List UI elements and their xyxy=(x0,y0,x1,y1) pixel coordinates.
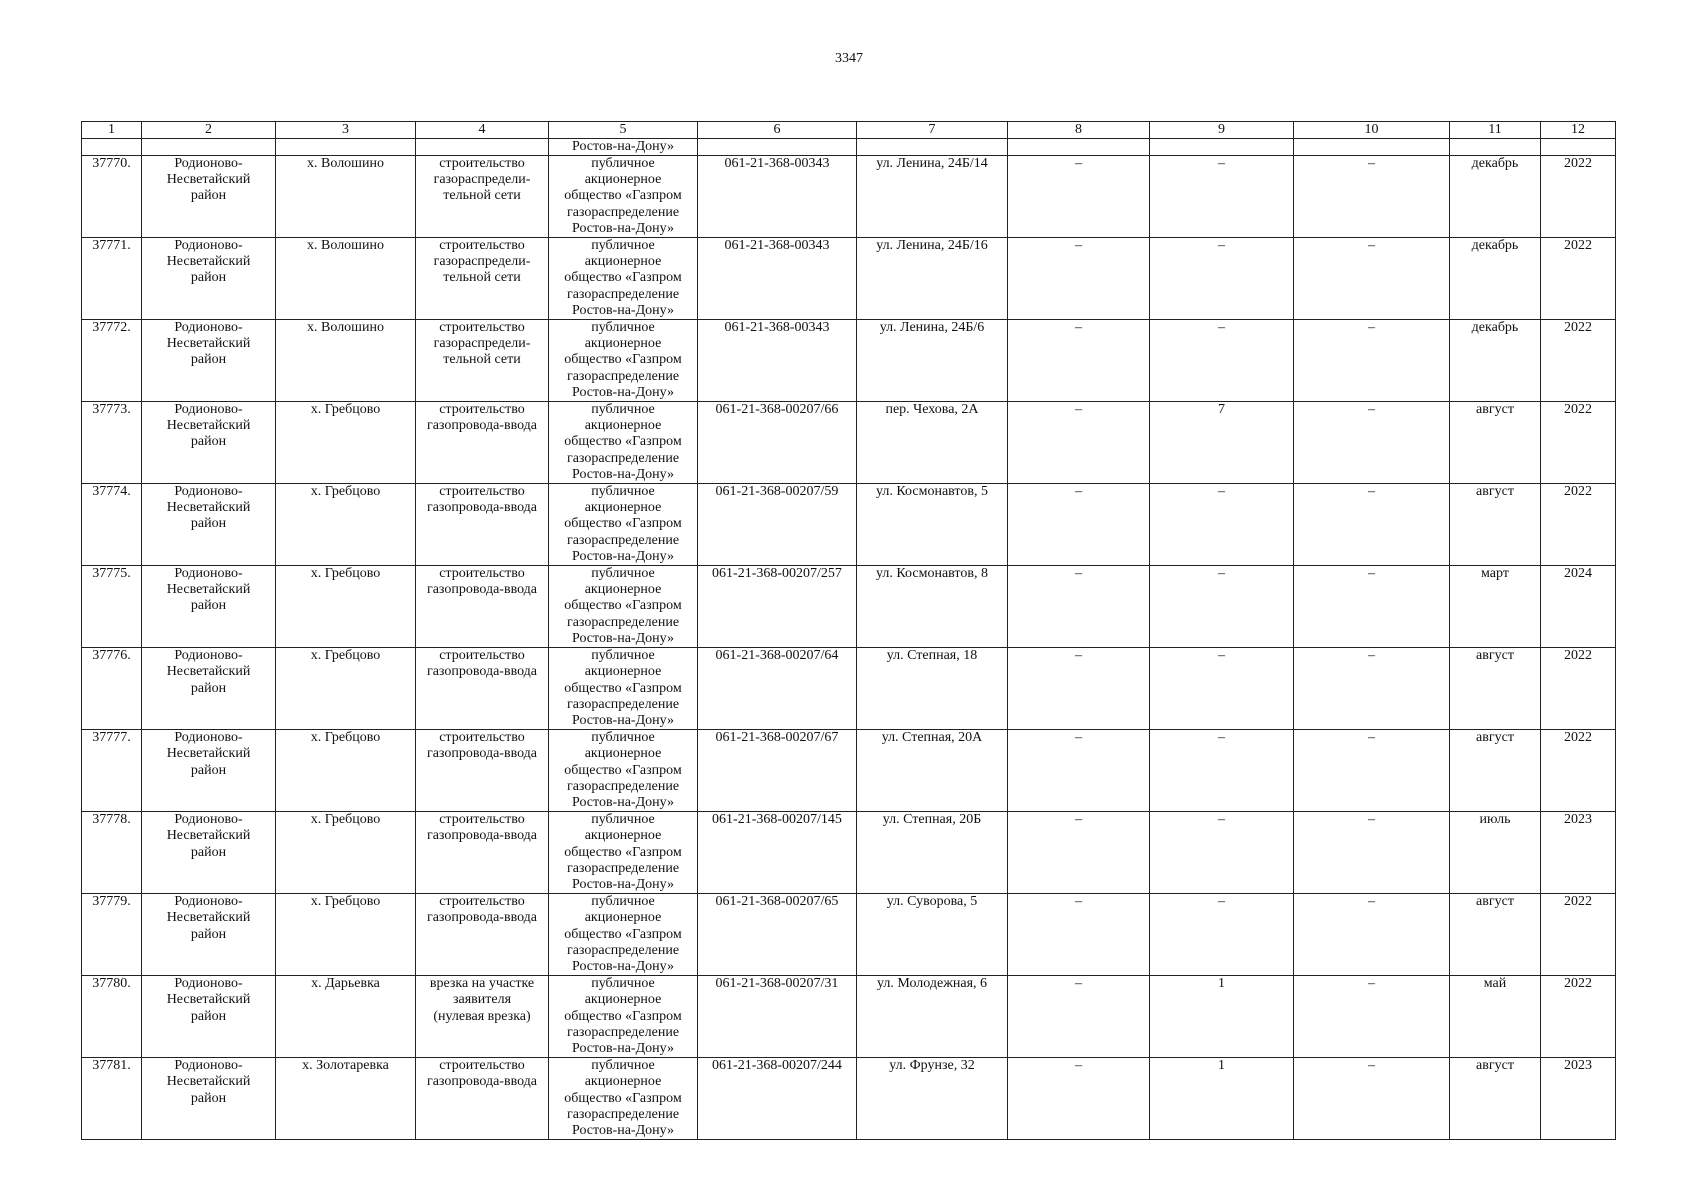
registry-code-cell: 061-21-368-00207/66 xyxy=(698,402,857,484)
table-row xyxy=(82,1058,1616,1140)
organization-cell: публичное акционерное общество «Газпром газораспределение Ростов-на-Дону» xyxy=(549,156,698,238)
col-9-value-cell: 1 xyxy=(1150,1058,1294,1140)
work-type-cell: строительство газораспредели- тельной сети xyxy=(416,156,549,238)
organization-cell: публичное акционерное общество «Газпром газораспределение Ростов-на-Дону» xyxy=(549,976,698,1058)
work-type-cell: строительство газопровода-ввода xyxy=(416,730,549,812)
table-row xyxy=(82,976,1616,1058)
table-cell xyxy=(698,139,857,156)
register-table xyxy=(81,121,1616,1140)
settlement-cell: х. Гребцово xyxy=(276,894,416,976)
organization-cell: публичное акционерное общество «Газпром газораспределение Ростов-на-Дону» xyxy=(549,730,698,812)
district-cell: Родионово- Несветайский район xyxy=(142,894,276,976)
table-row xyxy=(82,320,1616,402)
column-header: 4 xyxy=(416,122,549,139)
district-cell: Родионово- Несветайский район xyxy=(142,1058,276,1140)
registry-code-cell: 061-21-368-00207/67 xyxy=(698,730,857,812)
table-row xyxy=(82,730,1616,812)
table-header xyxy=(82,122,1616,139)
month-cell: декабрь xyxy=(1450,238,1541,320)
table-cell xyxy=(1541,139,1616,156)
address-cell: ул. Космонавтов, 8 xyxy=(857,566,1008,648)
year-cell: 2022 xyxy=(1541,320,1616,402)
col-10-value-cell: – xyxy=(1294,730,1450,812)
col-10-value-cell: – xyxy=(1294,402,1450,484)
year-cell: 2023 xyxy=(1541,812,1616,894)
month-cell: август xyxy=(1450,730,1541,812)
column-header: 3 xyxy=(276,122,416,139)
record-number-cell: 37775. xyxy=(82,566,142,648)
col-8-value-cell: – xyxy=(1008,976,1150,1058)
work-type-cell: строительство газопровода-ввода xyxy=(416,402,549,484)
work-type-cell: строительство газопровода-ввода xyxy=(416,484,549,566)
record-number-cell: 37774. xyxy=(82,484,142,566)
column-header: 6 xyxy=(698,122,857,139)
organization-cell: публичное акционерное общество «Газпром газораспределение Ростов-на-Дону» xyxy=(549,812,698,894)
settlement-cell: х. Золотаревка xyxy=(276,1058,416,1140)
page-number: 3347 xyxy=(835,51,863,66)
column-header: 10 xyxy=(1294,122,1450,139)
work-type-cell: строительство газораспредели- тельной сети xyxy=(416,320,549,402)
col-10-value-cell: – xyxy=(1294,320,1450,402)
district-cell: Родионово- Несветайский район xyxy=(142,402,276,484)
record-number-cell: 37770. xyxy=(82,156,142,238)
month-cell: май xyxy=(1450,976,1541,1058)
col-8-value-cell: – xyxy=(1008,730,1150,812)
address-cell: ул. Ленина, 24Б/16 xyxy=(857,238,1008,320)
settlement-cell: х. Волошино xyxy=(276,238,416,320)
table-row xyxy=(82,156,1616,238)
table-cell xyxy=(416,139,549,156)
year-cell: 2022 xyxy=(1541,156,1616,238)
col-10-value-cell: – xyxy=(1294,648,1450,730)
organization-cell: публичное акционерное общество «Газпром газораспределение Ростов-на-Дону» xyxy=(549,566,698,648)
year-cell: 2024 xyxy=(1541,566,1616,648)
col-8-value-cell: – xyxy=(1008,648,1150,730)
district-cell: Родионово- Несветайский район xyxy=(142,648,276,730)
month-cell: август xyxy=(1450,484,1541,566)
organization-cell: публичное акционерное общество «Газпром газораспределение Ростов-на-Дону» xyxy=(549,402,698,484)
table-row xyxy=(82,648,1616,730)
col-10-value-cell: – xyxy=(1294,1058,1450,1140)
col-8-value-cell: – xyxy=(1008,402,1150,484)
year-cell: 2022 xyxy=(1541,894,1616,976)
address-cell: ул. Суворова, 5 xyxy=(857,894,1008,976)
organization-cell: публичное акционерное общество «Газпром газораспределение Ростов-на-Дону» xyxy=(549,648,698,730)
col-10-value-cell: – xyxy=(1294,566,1450,648)
column-header: 7 xyxy=(857,122,1008,139)
column-header: 5 xyxy=(549,122,698,139)
address-cell: ул. Ленина, 24Б/14 xyxy=(857,156,1008,238)
address-cell: ул. Степная, 20А xyxy=(857,730,1008,812)
year-cell: 2023 xyxy=(1541,1058,1616,1140)
table-row xyxy=(82,812,1616,894)
settlement-cell: х. Волошино xyxy=(276,320,416,402)
district-cell: Родионово- Несветайский район xyxy=(142,730,276,812)
record-number-cell: 37777. xyxy=(82,730,142,812)
settlement-cell: х. Гребцово xyxy=(276,730,416,812)
registry-code-cell: 061-21-368-00207/145 xyxy=(698,812,857,894)
address-cell: ул. Ленина, 24Б/6 xyxy=(857,320,1008,402)
work-type-cell: строительство газопровода-ввода xyxy=(416,1058,549,1140)
table-row xyxy=(82,402,1616,484)
district-cell: Родионово- Несветайский район xyxy=(142,484,276,566)
registry-code-cell: 061-21-368-00207/59 xyxy=(698,484,857,566)
col-9-value-cell: – xyxy=(1150,730,1294,812)
registry-code-cell: 061-21-368-00207/65 xyxy=(698,894,857,976)
district-cell: Родионово- Несветайский район xyxy=(142,156,276,238)
table-cell xyxy=(1450,139,1541,156)
year-cell: 2022 xyxy=(1541,402,1616,484)
col-8-value-cell: – xyxy=(1008,812,1150,894)
col-10-value-cell: – xyxy=(1294,238,1450,320)
month-cell: март xyxy=(1450,566,1541,648)
table-cell: Ростов-на-Дону» xyxy=(549,139,698,156)
record-number-cell: 37779. xyxy=(82,894,142,976)
month-cell: август xyxy=(1450,1058,1541,1140)
month-cell: декабрь xyxy=(1450,320,1541,402)
column-header: 9 xyxy=(1150,122,1294,139)
work-type-cell: строительство газопровода-ввода xyxy=(416,648,549,730)
record-number-cell: 37771. xyxy=(82,238,142,320)
month-cell: июль xyxy=(1450,812,1541,894)
col-8-value-cell: – xyxy=(1008,238,1150,320)
record-number-cell: 37778. xyxy=(82,812,142,894)
year-cell: 2022 xyxy=(1541,238,1616,320)
work-type-cell: строительство газопровода-ввода xyxy=(416,894,549,976)
col-9-value-cell: – xyxy=(1150,238,1294,320)
month-cell: август xyxy=(1450,894,1541,976)
settlement-cell: х. Гребцово xyxy=(276,402,416,484)
column-number-row xyxy=(82,122,1616,139)
district-cell: Родионово- Несветайский район xyxy=(142,238,276,320)
address-cell: ул. Космонавтов, 5 xyxy=(857,484,1008,566)
organization-cell: публичное акционерное общество «Газпром газораспределение Ростов-на-Дону» xyxy=(549,484,698,566)
work-type-cell: строительство газопровода-ввода xyxy=(416,812,549,894)
table-cell xyxy=(142,139,276,156)
column-header: 1 xyxy=(82,122,142,139)
table-row xyxy=(82,484,1616,566)
address-cell: ул. Фрунзе, 32 xyxy=(857,1058,1008,1140)
district-cell: Родионово- Несветайский район xyxy=(142,812,276,894)
column-header: 11 xyxy=(1450,122,1541,139)
registry-code-cell: 061-21-368-00343 xyxy=(698,156,857,238)
col-8-value-cell: – xyxy=(1008,156,1150,238)
col-8-value-cell: – xyxy=(1008,894,1150,976)
address-cell: ул. Степная, 18 xyxy=(857,648,1008,730)
table-cell xyxy=(1294,139,1450,156)
table-row xyxy=(82,566,1616,648)
address-cell: пер. Чехова, 2А xyxy=(857,402,1008,484)
registry-code-cell: 061-21-368-00343 xyxy=(698,320,857,402)
work-type-cell: строительство газораспредели- тельной сети xyxy=(416,238,549,320)
col-9-value-cell: 7 xyxy=(1150,402,1294,484)
col-9-value-cell: – xyxy=(1150,484,1294,566)
record-number-cell: 37773. xyxy=(82,402,142,484)
settlement-cell: х. Гребцово xyxy=(276,812,416,894)
col-9-value-cell: – xyxy=(1150,812,1294,894)
table-row xyxy=(82,894,1616,976)
settlement-cell: х. Волошино xyxy=(276,156,416,238)
month-cell: август xyxy=(1450,648,1541,730)
table-cell xyxy=(1150,139,1294,156)
registry-code-cell: 061-21-368-00207/257 xyxy=(698,566,857,648)
table-cell xyxy=(1008,139,1150,156)
registry-code-cell: 061-21-368-00207/244 xyxy=(698,1058,857,1140)
column-header: 8 xyxy=(1008,122,1150,139)
record-number-cell: 37776. xyxy=(82,648,142,730)
col-9-value-cell: – xyxy=(1150,156,1294,238)
year-cell: 2022 xyxy=(1541,484,1616,566)
year-cell: 2022 xyxy=(1541,648,1616,730)
record-number-cell: 37772. xyxy=(82,320,142,402)
work-type-cell: строительство газопровода-ввода xyxy=(416,566,549,648)
address-cell: ул. Степная, 20Б xyxy=(857,812,1008,894)
col-8-value-cell: – xyxy=(1008,566,1150,648)
table-cell xyxy=(276,139,416,156)
continuation-row xyxy=(82,139,1616,156)
organization-cell: публичное акционерное общество «Газпром газораспределение Ростов-на-Дону» xyxy=(549,1058,698,1140)
col-9-value-cell: – xyxy=(1150,648,1294,730)
organization-cell: публичное акционерное общество «Газпром газораспределение Ростов-на-Дону» xyxy=(549,320,698,402)
column-header: 2 xyxy=(142,122,276,139)
col-8-value-cell: – xyxy=(1008,484,1150,566)
col-9-value-cell: 1 xyxy=(1150,976,1294,1058)
record-number-cell: 37781. xyxy=(82,1058,142,1140)
district-cell: Родионово- Несветайский район xyxy=(142,976,276,1058)
settlement-cell: х. Гребцово xyxy=(276,648,416,730)
table-row xyxy=(82,238,1616,320)
year-cell: 2022 xyxy=(1541,976,1616,1058)
registry-code-cell: 061-21-368-00207/64 xyxy=(698,648,857,730)
work-type-cell: врезка на участке заявителя (нулевая врезка) xyxy=(416,976,549,1058)
month-cell: август xyxy=(1450,402,1541,484)
col-9-value-cell: – xyxy=(1150,566,1294,648)
col-10-value-cell: – xyxy=(1294,484,1450,566)
settlement-cell: х. Гребцово xyxy=(276,566,416,648)
col-10-value-cell: – xyxy=(1294,156,1450,238)
table-cell xyxy=(82,139,142,156)
col-10-value-cell: – xyxy=(1294,976,1450,1058)
col-8-value-cell: – xyxy=(1008,320,1150,402)
table-body xyxy=(82,139,1616,1140)
month-cell: декабрь xyxy=(1450,156,1541,238)
settlement-cell: х. Гребцово xyxy=(276,484,416,566)
year-cell: 2022 xyxy=(1541,730,1616,812)
registry-code-cell: 061-21-368-00207/31 xyxy=(698,976,857,1058)
organization-cell: публичное акционерное общество «Газпром газораспределение Ростов-на-Дону» xyxy=(549,894,698,976)
col-9-value-cell: – xyxy=(1150,894,1294,976)
col-8-value-cell: – xyxy=(1008,1058,1150,1140)
col-9-value-cell: – xyxy=(1150,320,1294,402)
record-number-cell: 37780. xyxy=(82,976,142,1058)
registry-code-cell: 061-21-368-00343 xyxy=(698,238,857,320)
table-cell xyxy=(857,139,1008,156)
col-10-value-cell: – xyxy=(1294,894,1450,976)
address-cell: ул. Молодежная, 6 xyxy=(857,976,1008,1058)
column-header: 12 xyxy=(1541,122,1616,139)
district-cell: Родионово- Несветайский район xyxy=(142,566,276,648)
district-cell: Родионово- Несветайский район xyxy=(142,320,276,402)
col-10-value-cell: – xyxy=(1294,812,1450,894)
settlement-cell: х. Дарьевка xyxy=(276,976,416,1058)
organization-cell: публичное акционерное общество «Газпром газораспределение Ростов-на-Дону» xyxy=(549,238,698,320)
